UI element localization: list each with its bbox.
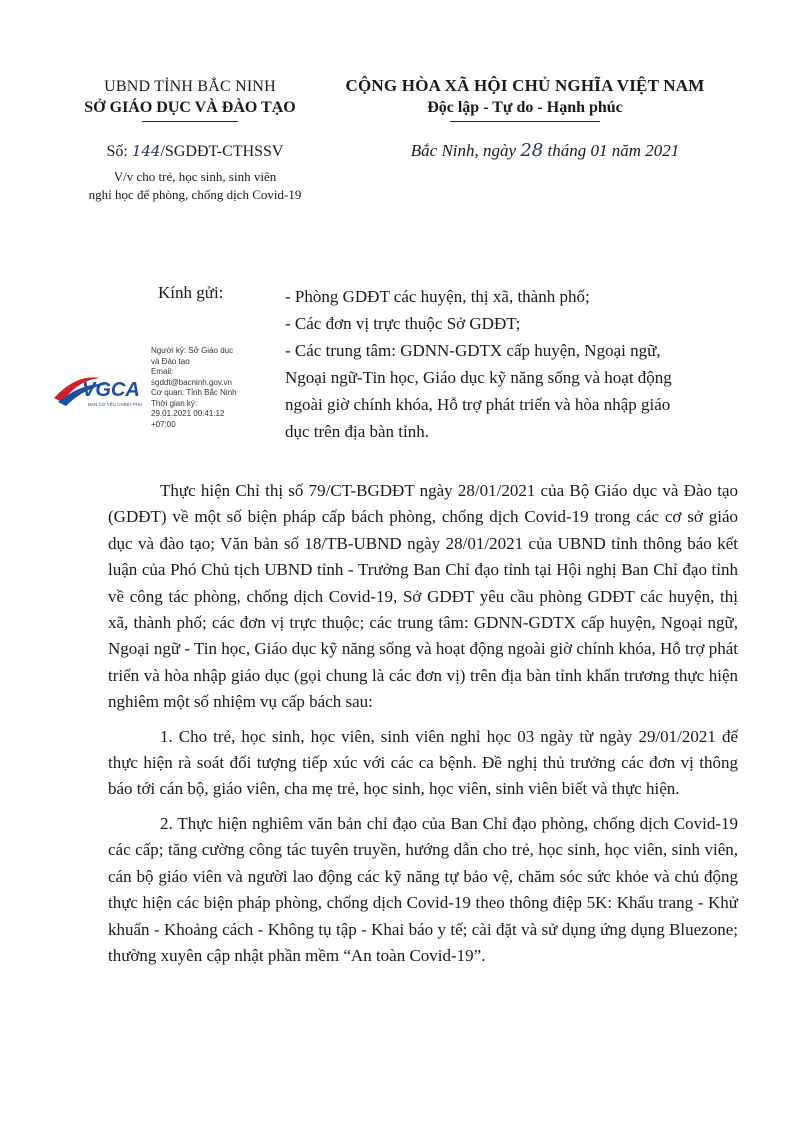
docno-prefix: Số: — [106, 143, 128, 160]
signature-details — [151, 346, 286, 430]
body-paragraph: 1. Cho trẻ, học sinh, học viên, sinh viên nghỉ học 03 ngày từ ngày 29/01/2021 để thực hiện rà soát đối tượng tiếp xúc với các ca bệnh. Đề nghị thủ trưởng các đơn vị thông báo tới cán bộ, giáo viên, cha mẹ trẻ, học sinh, học viên, sinh viên biết và thực hiện. — [108, 726, 738, 799]
signature-line: 29.01.2021 00:41:12 — [151, 409, 225, 418]
recipient-item: - Các đơn vị trực thuộc Sở GDĐT; — [285, 314, 521, 333]
subject-line-2: nghỉ học để phòng, chống dịch Covid-19 — [88, 187, 302, 202]
recipient-item-continued: Ngoại ngữ-Tin học, Giáo dục kỹ năng sống và hoạt động — [285, 368, 672, 387]
recipient-item: - Phòng GDĐT các huyện, thị xã, thành phố; — [285, 287, 590, 306]
logo-text: VGCA — [82, 379, 140, 401]
date-day-handwritten: 28 — [520, 140, 544, 161]
document-body — [108, 478, 738, 969]
recipient-item-continued: dục trên địa bàn tỉnh. — [285, 422, 429, 441]
national-header — [345, 76, 705, 122]
recipient-item: - Các trung tâm: GDNN-GDTX cấp huyện, Ngoại ngữ, — [285, 341, 661, 360]
signature-line: Cơ quan: Tỉnh Bắc Ninh — [151, 388, 237, 397]
date-prefix: Bắc Ninh, ngày — [410, 141, 517, 160]
signature-line: Người ký: Sở Giáo dục — [151, 346, 234, 355]
signature-line: +07:00 — [151, 419, 176, 429]
issuer-block — [60, 78, 320, 122]
signature-line: Email: — [151, 367, 174, 376]
body-paragraph: 2. Thực hiện nghiêm văn bản chỉ đạo của Ban Chỉ đạo phòng, chống dịch Covid-19 các cấp; tăng cường công tác tuyên truyền, hướng dẫn cho trẻ, học sinh, học viên, sinh viên, cán bộ giáo viên và người lao động các kỹ năng tự bảo vệ, chăm sóc sức khỏe và chủ động thực hiện các biện pháp phòng, chống dịch Covid-19 theo thông điệp 5K: Khẩu trang - Khử khuẩn - Khoảng cách - Không tụ tập - Khai báo y tế; cài đặt và sử dụng ứng dụng Bluezone; thường xuyên cập nhật phần mềm “An toàn Covid-19”. — [108, 813, 738, 965]
issuer-dept: SỞ GIÁO DỤC VÀ ĐÀO TẠO — [84, 99, 296, 116]
document-subject — [60, 168, 330, 204]
recipients-label: Kính gửi: — [158, 283, 224, 302]
date-line — [375, 140, 715, 161]
signature-line: và Đào tạo — [151, 356, 190, 366]
signature-line: Thời gian ký: — [151, 398, 198, 408]
date-suffix: tháng 01 năm 2021 — [547, 141, 680, 160]
recipients-list — [285, 283, 725, 445]
nation-title: CỘNG HÒA XÃ HỘI CHỦ NGHĨA VIỆT NAM — [345, 76, 705, 95]
vgca-logo-icon — [48, 368, 148, 412]
issuer-org: UBND TỈNH BẮC NINH — [104, 78, 276, 95]
recipient-item-continued: ngoài giờ chính khóa, Hỗ trợ phát triển và hòa nhập giáo — [285, 395, 671, 414]
national-motto: Độc lập - Tự do - Hạnh phúc — [427, 99, 623, 116]
logo-subtext: BAN CƠ YẾU CHÍNH PHỦ — [88, 402, 143, 407]
signature-line: sgddt@bacninh.gov.vn — [151, 377, 232, 387]
document-number — [60, 142, 330, 161]
body-paragraph: Thực hiện Chỉ thị số 79/CT-BGDĐT ngày 28/01/2021 của Bộ Giáo dục và Đào tạo (GDĐT) về một số biện pháp cấp bách phòng, chống dịch Covid-19 trong các cơ sở giáo dục và đào tạo; Văn bản số 18/TB-UBND ngày 28/01/2021 của UBND tỉnh thông báo kết luận của Phó Chủ tịch UBND tỉnh - Trưởng Ban Chỉ đạo tỉnh tại Hội nghị Ban Chỉ đạo tỉnh về công tác phòng, chống dịch Covid-19, Sở GDĐT yêu cầu phòng GDĐT các huyện, thị xã, thành phố; các đơn vị trực thuộc; các trung tâm: GDNN-GDTX cấp huyện, Ngoại ngữ, Ngoại ngữ - Tin học, Giáo dục kỹ năng sống và hoạt động ngoài giờ chính khóa, Hỗ trợ phát triển và hòa nhập giáo dục (gọi chung là các đơn vị) trên địa bàn tỉnh khẩn trương thực hiện nghiêm một số nhiệm vụ cấp bách sau: — [108, 481, 738, 712]
issuer-underline — [142, 121, 238, 122]
motto-underline — [450, 121, 600, 122]
digital-signature-stamp — [48, 346, 288, 432]
docno-handwritten: 144 — [131, 142, 161, 160]
subject-line-1: V/v cho trẻ, học sinh, sinh viên — [113, 169, 277, 184]
docno-suffix: /SGDĐT-CTHSSV — [160, 143, 284, 160]
